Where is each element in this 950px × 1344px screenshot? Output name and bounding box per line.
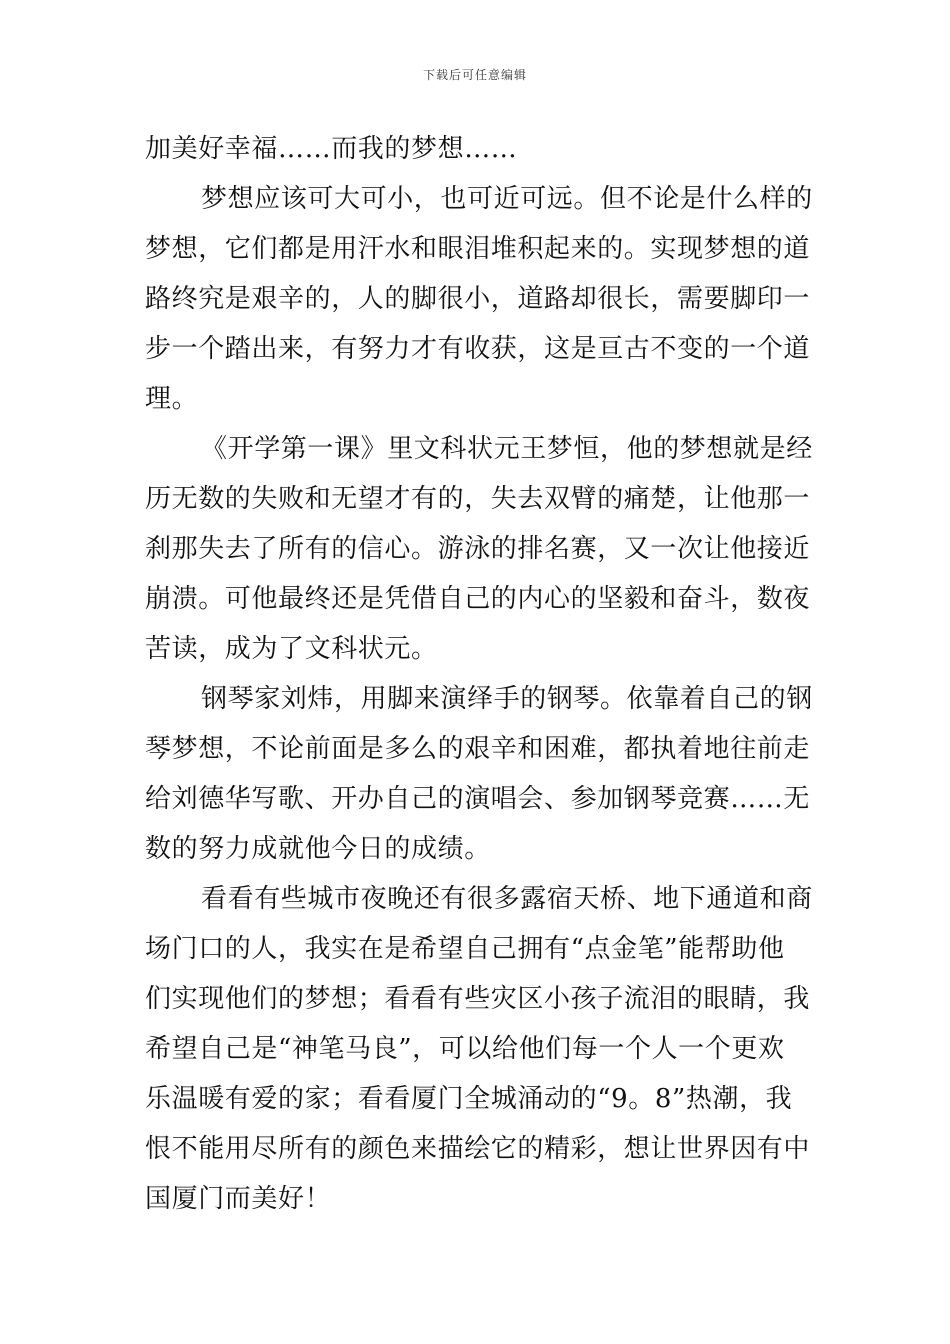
text-line-4: 路终究是艰辛的，人的脚很小，道路却很长，需要脚印一 [145, 284, 811, 314]
text-line-16: 看看有些城市夜晚还有很多露宿天桥、地下通道和商 [201, 884, 813, 914]
text-line-21: 恨不能用尽所有的颜色来描绘它的精彩，想让世界因有中 [145, 1134, 811, 1164]
text-line-13: 琴梦想，不论前面是多么的艰辛和困难，都执着地往前走 [145, 734, 811, 764]
text-line-12: 钢琴家刘炜，用脚来演绎手的钢琴。依靠着自己的钢 [201, 684, 813, 714]
text-line-9: 刹那失去了所有的信心。游泳的排名赛，又一次让他接近 [145, 534, 811, 564]
text-line-7: 《开学第一课》里文科状元王梦恒，他的梦想就是经 [201, 434, 813, 464]
text-line-10: 崩溃。可他最终还是凭借自己的内心的坚毅和奋斗，数夜 [145, 584, 811, 614]
text-line-1: 加美好幸福……而我的梦想…… [145, 134, 518, 164]
text-line-17: 场门口的人，我实在是希望自己拥有“点金笔”能帮助他 [145, 934, 785, 964]
text-line-20: 乐温暖有爱的家；看看厦门全城涌动的“9。8”热潮，我 [145, 1084, 793, 1114]
text-line-3: 梦想，它们都是用汗水和眼泪堆积起来的。实现梦想的道 [145, 234, 811, 264]
text-line-22: 国厦门而美好！ [145, 1184, 332, 1214]
text-line-6: 理。 [145, 384, 199, 414]
page-header: 下载后可任意编辑 [422, 68, 527, 82]
text-line-14: 给刘德华写歌、开办自己的演唱会、参加钢琴竞赛……无 [145, 784, 811, 814]
text-line-18: 们实现他们的梦想；看看有些灾区小孩子流泪的眼睛，我 [145, 984, 811, 1014]
text-line-15: 数的努力成就他今日的成绩。 [145, 834, 491, 864]
text-line-5: 步一个踏出来，有努力才有收获，这是亘古不变的一个道 [145, 334, 811, 364]
text-line-11: 苦读，成为了文科状元。 [145, 634, 438, 664]
text-line-8: 历无数的失败和无望才有的，失去双臂的痛楚，让他那一 [145, 484, 811, 514]
text-line-19: 希望自己是“神笔马良”，可以给他们每一个人一个更欢 [145, 1034, 785, 1064]
body-text [145, 124, 813, 1224]
text-line-2: 梦想应该可大可小，也可近可远。但不论是什么样的 [201, 184, 813, 214]
